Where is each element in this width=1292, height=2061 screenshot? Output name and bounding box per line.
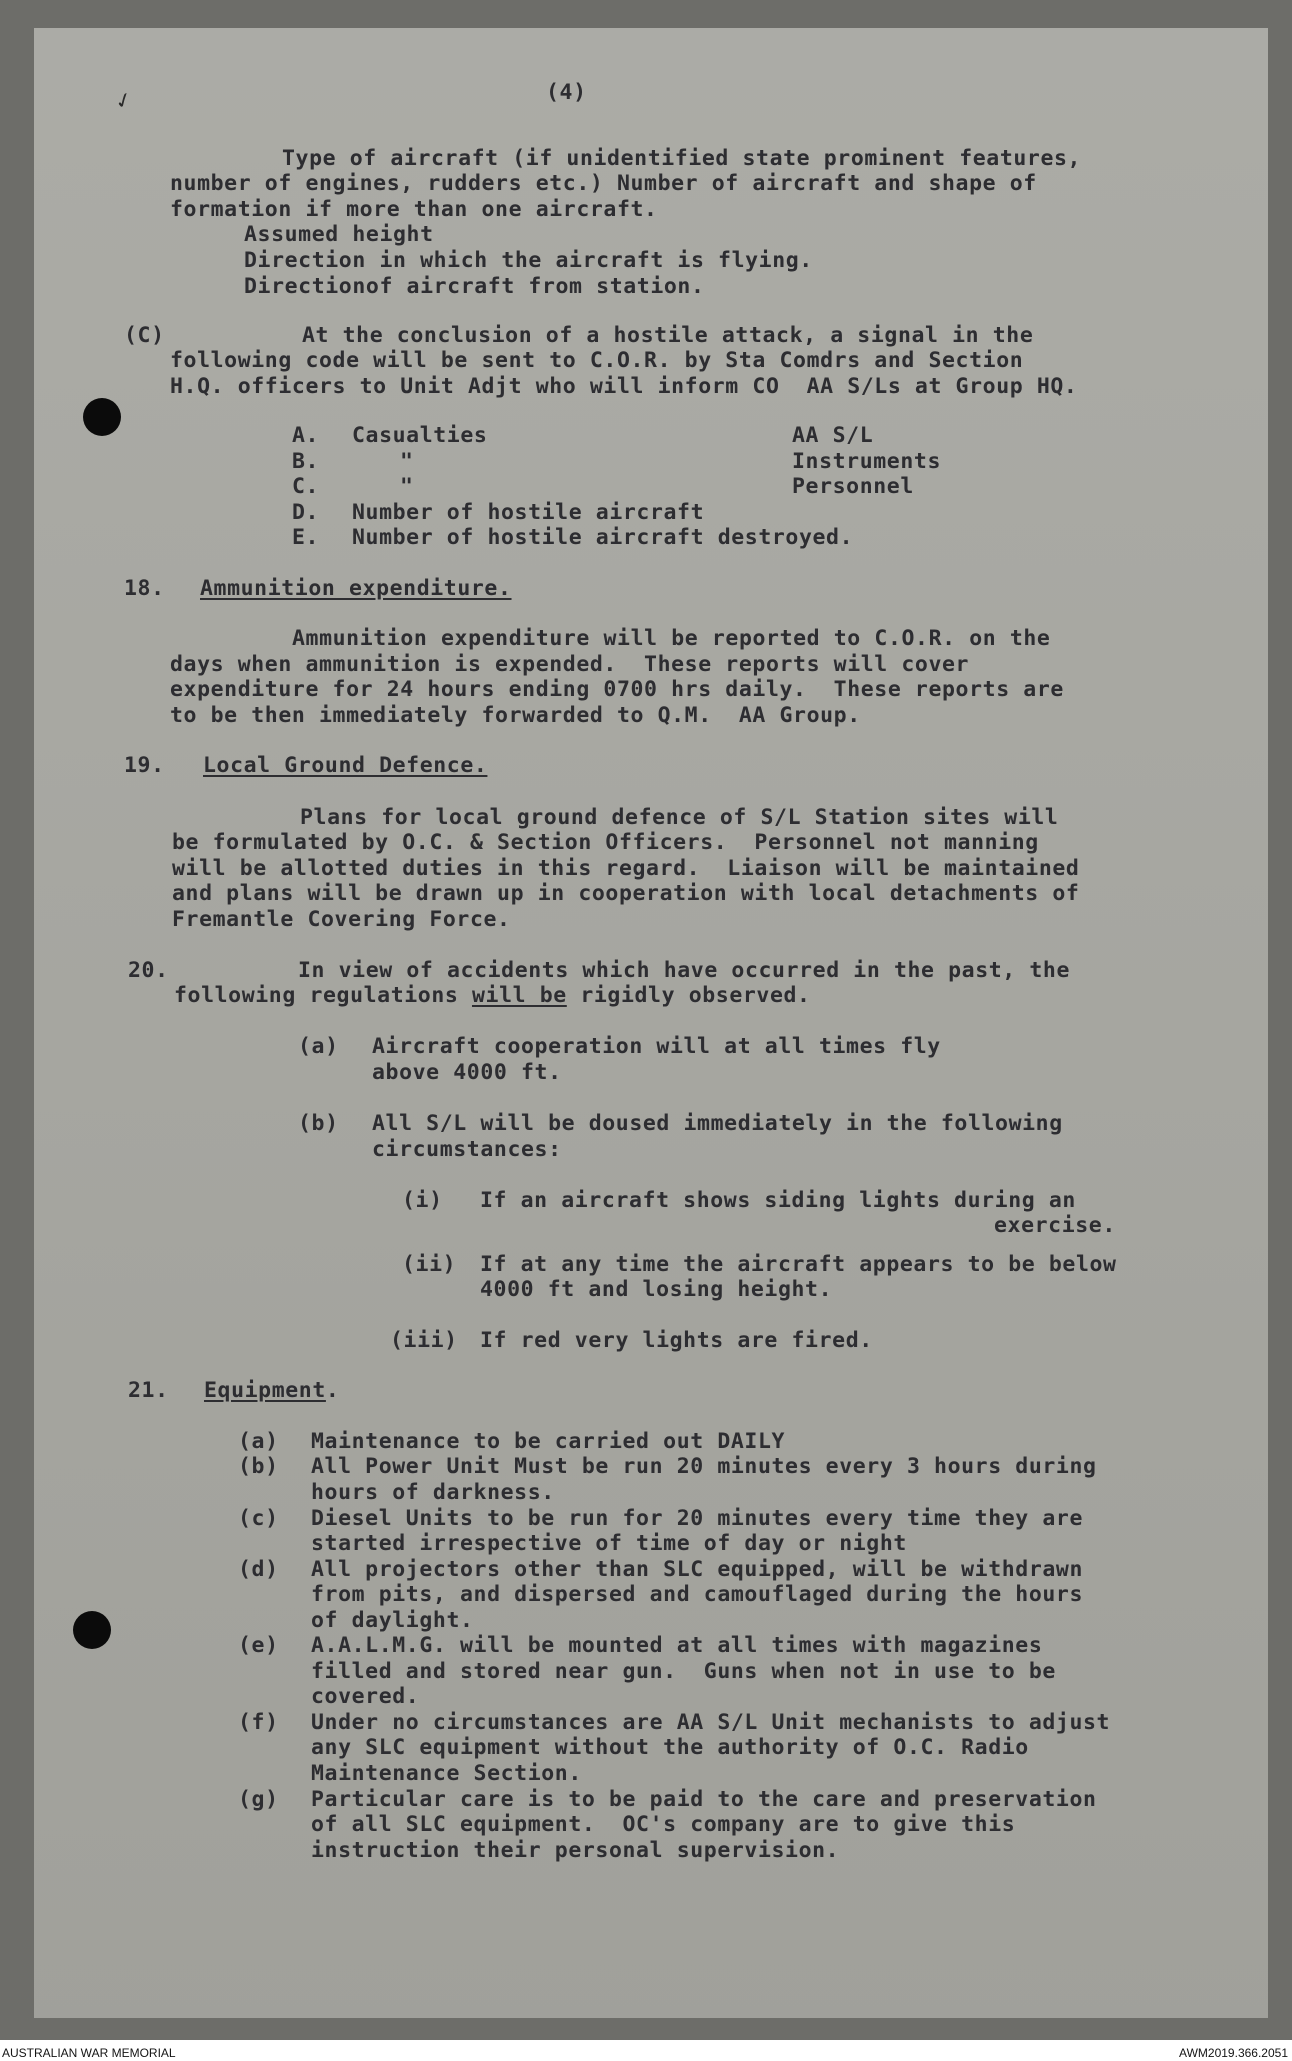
footer-reference: AWM2019.366.2051 [1179, 2046, 1288, 2060]
code-letter: D. [292, 500, 320, 525]
text-line: following code will be sent to C.O.R. by Sta Comdrs and Section [170, 348, 1024, 373]
text-line: will be allotted duties in this regard. Liaison will be maintained [172, 856, 1080, 881]
text-line: number of engines, rudders etc.) Number of aircraft and shape of [170, 171, 1037, 196]
text-line: from pits, and dispersed and camouflaged during the hours [311, 1582, 1084, 1607]
text-line: hours of darkness. [311, 1480, 555, 1505]
section-number: 19. [124, 753, 165, 778]
text-line: All projectors other than SLC equipped, will be withdrawn [311, 1557, 1084, 1582]
text-line: Fremantle Covering Force. [172, 907, 511, 932]
emphasis-text: will be [471, 983, 567, 1008]
text-line: Aircraft cooperation will at all times fly [372, 1034, 941, 1059]
text-line: H.Q. officers to Unit Adjt who will inform CO AA S/Ls at Group HQ. [170, 374, 1078, 399]
section-heading: Ammunition expenditure. [200, 576, 512, 601]
text-line: A.A.L.M.G. will be mounted at all times with magazines [311, 1633, 1043, 1658]
section-marker: (C) [124, 323, 165, 348]
item-marker: (e) [238, 1633, 279, 1658]
code-letter: C. [292, 474, 320, 499]
text-line: covered. [311, 1684, 420, 1709]
item-marker: (d) [238, 1557, 279, 1582]
text-line: any SLC equipment without the authority of O.C. Radio [311, 1735, 1029, 1760]
text-line: If red very lights are fired. [480, 1328, 873, 1353]
text-line: 4000 ft and losing height. [480, 1277, 833, 1302]
text-line: Type of aircraft (if unidentified state prominent features, [282, 146, 1082, 171]
section-number: 21. [128, 1378, 169, 1403]
text-line: Directionof aircraft from station. [244, 274, 705, 299]
text-line: of daylight. [311, 1608, 474, 1633]
text-line: In view of accidents which have occurred in the past, the [298, 958, 1071, 983]
text-line: of all SLC equipment. OC's company are to give this [311, 1812, 1016, 1837]
item-marker: (i) [402, 1188, 443, 1213]
item-marker: (iii) [390, 1328, 458, 1353]
item-marker: (b) [238, 1454, 279, 1479]
punch-hole [73, 1611, 111, 1649]
code-text: Casualties [352, 423, 488, 448]
heading-text: Equipment [204, 1378, 326, 1403]
text-line: Particular care is to be paid to the care and preservation [311, 1787, 1097, 1812]
text-line: Diesel Units to be run for 20 minutes every time they are [311, 1506, 1084, 1531]
code-detail: AA S/L [792, 423, 874, 448]
item-marker: (a) [238, 1429, 279, 1454]
text-line: instruction their personal supervision. [311, 1838, 840, 1863]
text-line: Maintenance Section. [311, 1761, 582, 1786]
text-line: formation if more than one aircraft. [170, 197, 658, 222]
text-line: Assumed height [244, 222, 434, 247]
text-line: If at any time the aircraft appears to be below [480, 1252, 1117, 1277]
section-number: 18. [124, 576, 165, 601]
code-detail: Instruments [792, 449, 941, 474]
text-line: All S/L will be doused immediately in the following [372, 1111, 1063, 1136]
punch-hole [83, 398, 121, 436]
text-line: be formulated by O.C. & Section Officers. Personnel not manning [172, 830, 1039, 855]
text-span: rigidly observed. [566, 983, 811, 1008]
text-line: Ammunition expenditure will be reported to C.O.R. on the [292, 626, 1051, 651]
code-letter: B. [292, 449, 320, 474]
section-heading: Local Ground Defence. [203, 753, 488, 778]
text-line: Plans for local ground defence of S/L Station sites will [300, 805, 1059, 830]
text-line: If an aircraft shows siding lights during an [480, 1188, 1076, 1213]
text-line: days when ammunition is expended. These reports will cover [170, 652, 970, 677]
text-line: above 4000 ft. [372, 1060, 562, 1085]
item-marker: (g) [238, 1787, 279, 1812]
item-marker: (c) [238, 1506, 279, 1531]
item-marker: (b) [298, 1111, 339, 1136]
code-text: Number of hostile aircraft destroyed. [352, 525, 854, 550]
text-line: started irrespective of time of day or night [311, 1531, 907, 1556]
code-text: " [400, 474, 414, 499]
code-letter: E. [292, 525, 320, 550]
text-line: Maintenance to be carried out DAILY [311, 1429, 786, 1454]
item-marker: (f) [238, 1710, 279, 1735]
item-marker: (ii) [402, 1252, 457, 1277]
footer-credit: AUSTRALIAN WAR MEMORIAL [2, 2046, 176, 2060]
code-detail: Personnel [792, 474, 914, 499]
text-line: expenditure for 24 hours ending 0700 hrs daily. These reports are [170, 677, 1064, 702]
text-line: Under no circumstances are AA S/L Unit mechanists to adjust [311, 1710, 1111, 1735]
text-line: and plans will be drawn up in cooperation with local detachments of [172, 881, 1080, 906]
pencil-mark: ✓ [111, 84, 135, 116]
footer-bar [0, 2040, 1292, 2061]
text-line: to be then immediately forwarded to Q.M. AA Group. [170, 703, 861, 728]
code-text: " [400, 449, 414, 474]
text-line: At the conclusion of a hostile attack, a signal in the [302, 323, 1034, 348]
section-heading [204, 1378, 339, 1404]
text-line: All Power Unit Must be run 20 minutes every 3 hours during [311, 1454, 1097, 1479]
text-line: exercise. [994, 1213, 1116, 1238]
code-text: Number of hostile aircraft [352, 500, 705, 525]
code-letter: A. [292, 423, 320, 448]
text-line: circumstances: [372, 1137, 562, 1162]
heading-tail: . [325, 1378, 340, 1403]
section-number: 20. [128, 958, 169, 983]
text-line [174, 983, 811, 1009]
item-marker: (a) [298, 1034, 339, 1059]
page-number: (4) [546, 80, 587, 105]
text-span: following regulations [174, 983, 472, 1008]
text-line: Direction in which the aircraft is flying. [244, 248, 813, 273]
text-line: filled and stored near gun. Guns when not in use to be [311, 1659, 1056, 1684]
